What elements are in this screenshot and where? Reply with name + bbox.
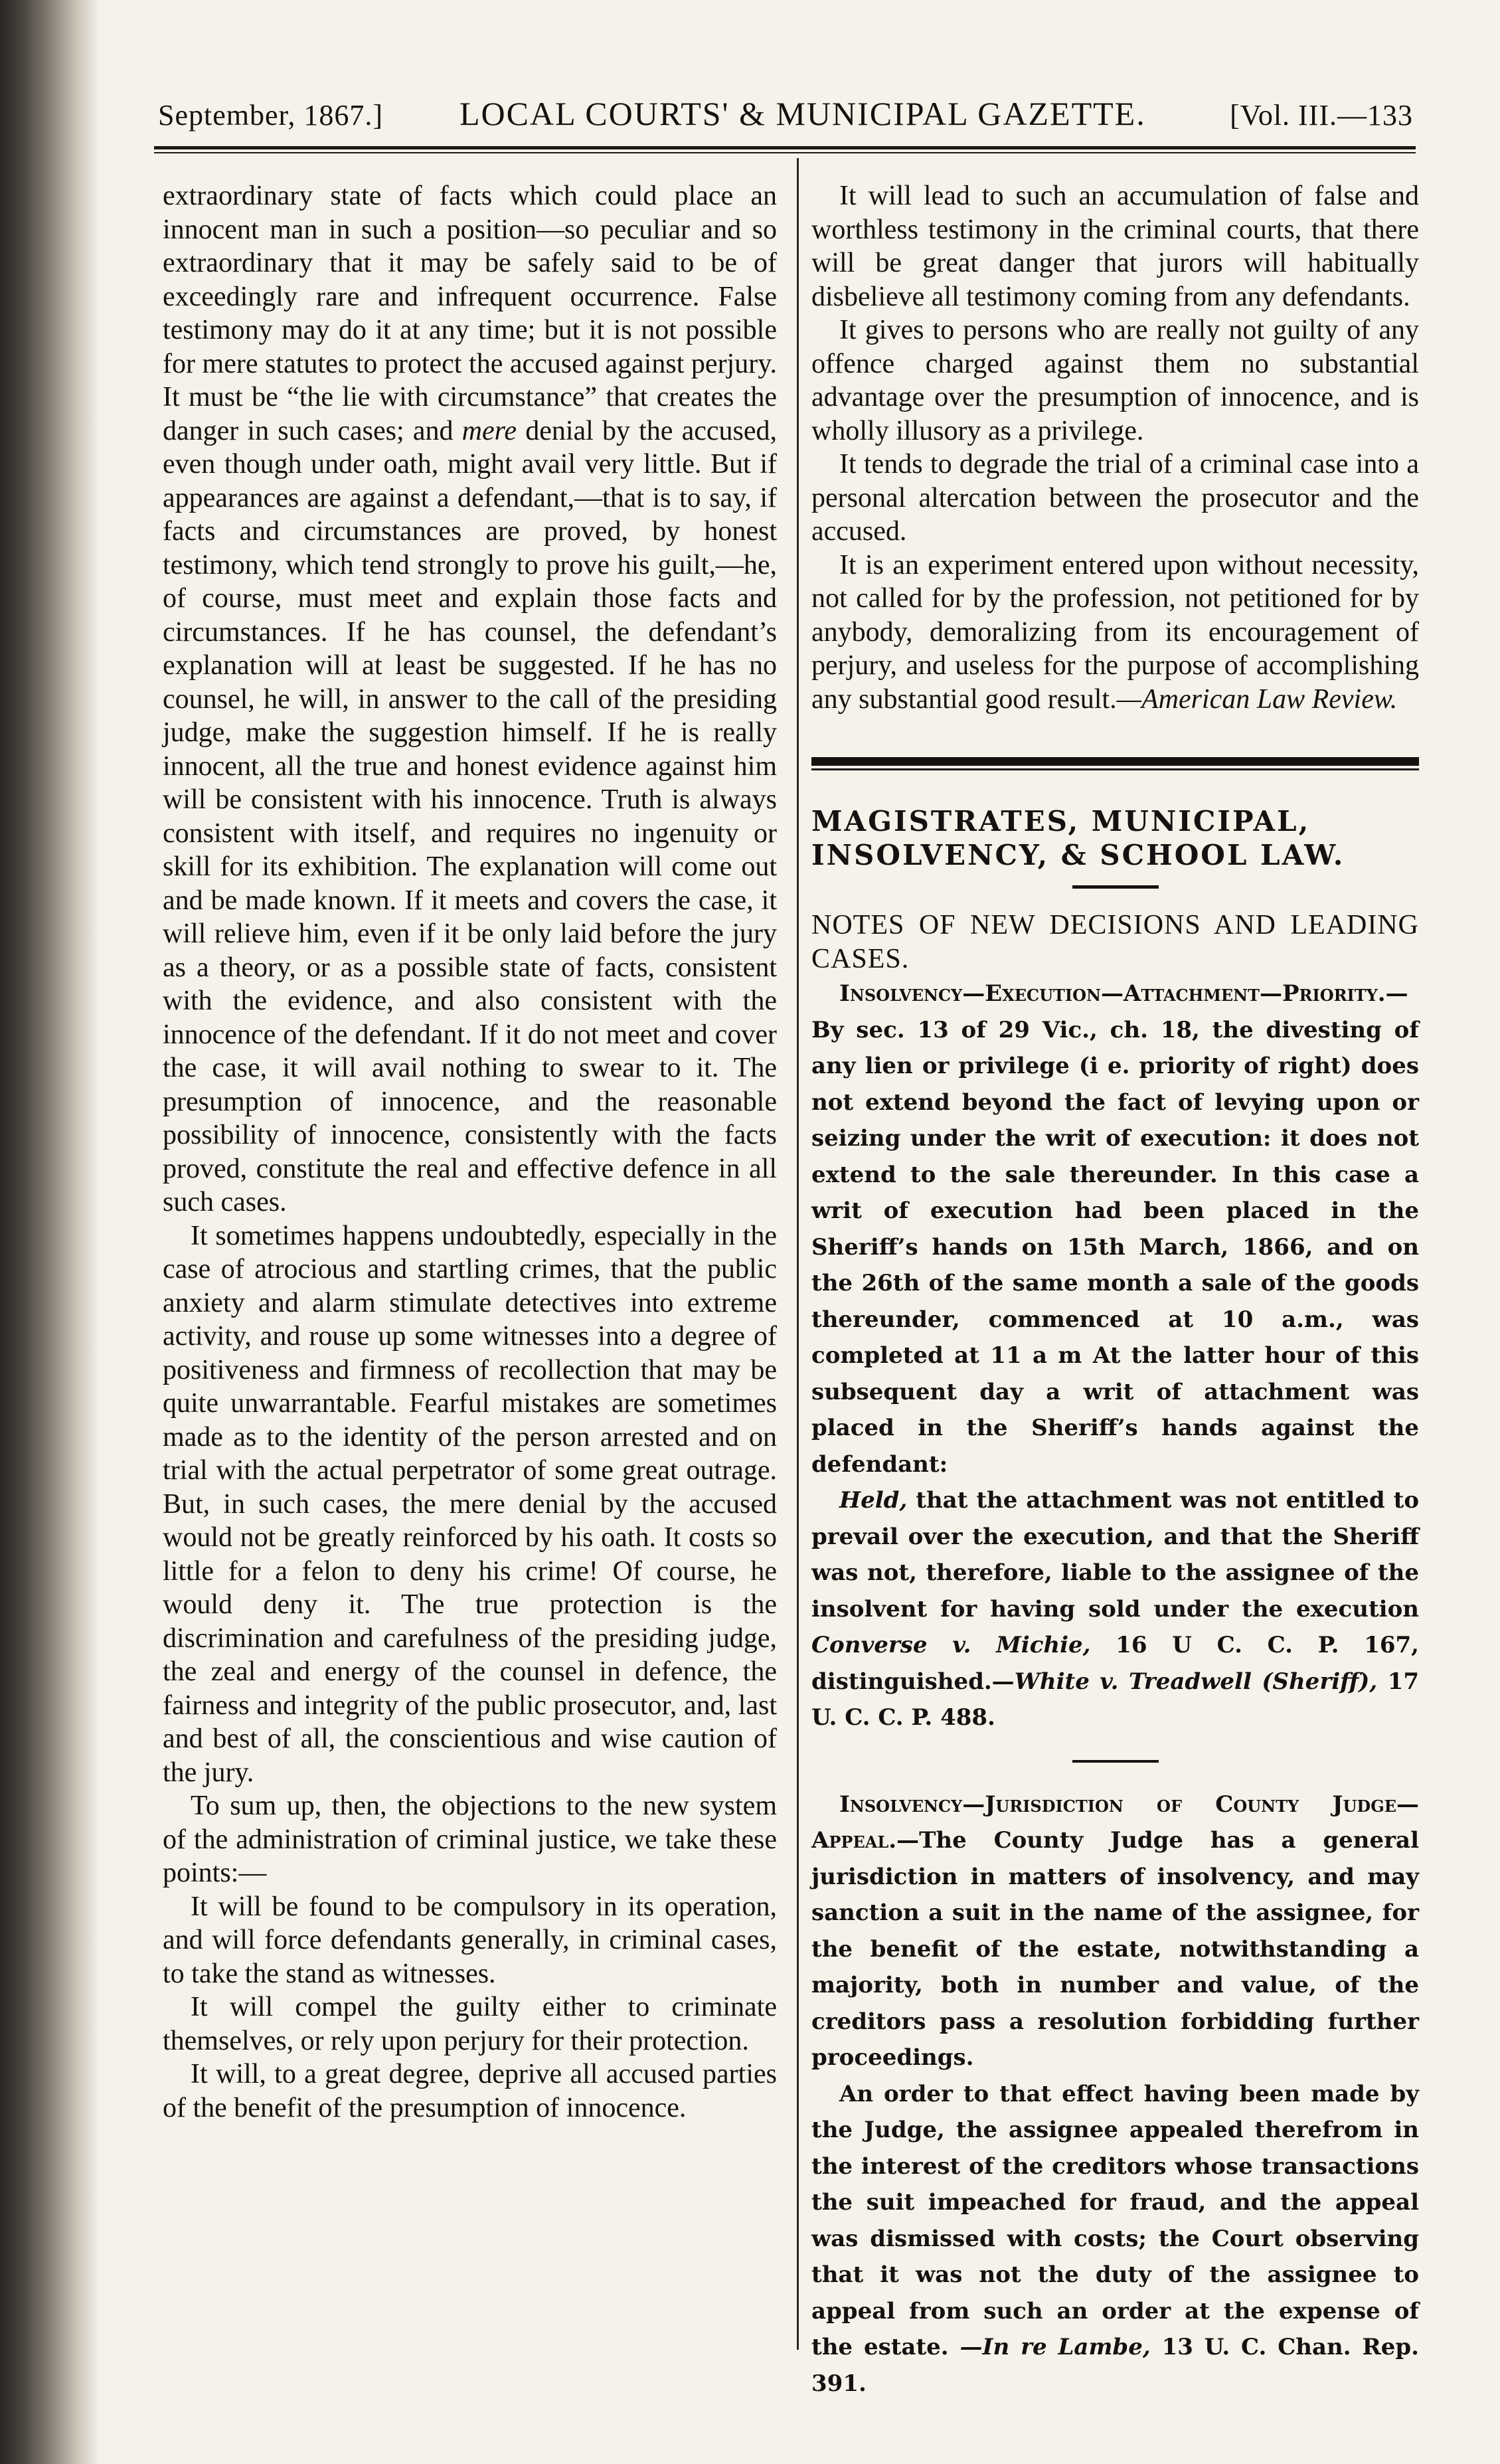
header-volume-page: [Vol. III.—133 [1230,99,1413,132]
case-1-summary: Insolvency—Execution—Attachment—Priority.—By sec. 13 of 29 Vic., ch. 18, the divesting of any lien or privilege (i e. priority of right) does not extend beyond the fact of levying upon or seizing under the writ of execution: it does not extend to the sale thereunder. In this case a writ of execution had been placed in the Sheriff’s hands on 15th March, 1866, and on the 26th of the same month a sale of the goods thereunder, commenced at 10 a.m., was completed at 11 a m At the latter hour of this subsequent day a writ of attachment was placed in the Sheriff’s hands against the defendant: [811,980,1419,1478]
left-paragraph-1: extraordinary state of facts which could place an innocent man in such a position—so peculiar and so extraordinary that it may be safely said to be of exceedingly rare and infrequent occurrence. False testimony may do it at any time; but it is not possible for mere statutes to protect the accused against perjury. It must be “the lie with circumstance” that creates the danger in such cases; and mere denial by the accused, even though under oath, might avail very little. But if appearances are against a defendant,—that is to say, if facts and circumstances are proved, by honest testimony, which tend strongly to prove his guilt,—he, of course, must meet and explain those facts and circumstances. If he has counsel, the defendant’s explanation will at least be suggested. If he has no counsel, he will, in answer to the call of the presiding judge, make the suggestion himself. If he is really innocent, all the true and honest evidence against him will be consistent with his innocence. Truth is always consistent with itself, and requires no ingenuity or skill for its exhibition. The explanation will come out and be made known. If it meets and covers the case, it will relieve him, even if it be only laid before the jury as a theory, or as a possible state of facts, consistent with the evidence, and also consistent with the innocence of the defendant. If it do not meet and cover the case, it will avail nothing to swear to it. The presumption of innocence, and the reasonable possibility of innocence, consistently with the facts proved, constitute the real and effective defence in all such cases. [163,181,777,1217]
source-american-law-review: —American Law Review. [1116,683,1398,715]
left-paragraph-3: To sum up, then, the objections to the new system of the administration of criminal justice, we take these points:— [163,1791,777,1888]
section-rule-thick [811,757,1419,766]
section-rule-thin [811,768,1419,770]
right-paragraph-2: It gives to persons who are really not guilty of any offence charged against them no substantial advantage over the presumption of innocence, and is wholly illusory as a privilege. [811,315,1419,446]
case-2-order: An order to that effect having been made by the Judge, the assignee appealed therefrom in the interest of the creditors whose transactions the suit impeached for fraud, and the appeal was dismissed with costs; the Court observing that it was not the duty of the assignee to appeal from such an order at the expense of the estate. —In re Lambe, 13 U. C. Chan. Rep. 391. [811,2080,1420,2397]
section-title-line-1: MAGISTRATES, MUNICIPAL, [811,805,1311,837]
case-1-heading: Insolvency—Execution—Attachment—Priority. [839,980,1386,1007]
case-1-held: Held, that the attachment was not entitled to prevail over the execution, and that the Sheriff was not, therefore, liable to the assignee of the insolvent for having sold under the execution Converse v. Michie, 16 U C. C. P. 167, distinguished.—White v. Treadwell (Sheriff), 17 U. C. C. P. 488. [811,1487,1419,1731]
header-rule-thin [154,152,1416,153]
left-paragraph-6: It will, to a great degree, deprive all accused parties of the benefit of the presumption of innocence. [163,2059,777,2123]
header-title: LOCAL COURTS' & MUNICIPAL GAZETTE. [459,95,1146,132]
case-2-summary: Insolvency—Jurisdiction of County Judge—Appeal.—The County Judge has a general jurisdiction in matters of insolvency, and may sanction a suit in the name of the assignee, for the benefit of the estate, notwithstanding a majority, both in number and value, of the creditors pass a resolution forbidding further proceedings. [811,1791,1419,2071]
header-date: September, 1867.] [158,99,384,132]
scan-binding-edge [0,0,100,2464]
notes-subheading: NOTES OF NEW DECISIONS AND LEADING CASES. [811,910,1419,974]
case-citation-converse: Converse v. Michie, [811,1632,1091,1658]
left-column [163,179,777,2125]
case-citation-lambe: —In re Lambe, [959,2334,1151,2360]
left-paragraph-4: It will be found to be compulsory in its operation, and will force defendants generally, in criminal cases, to take the stand as witnesses. [163,1891,777,1989]
right-paragraph-4: It is an experiment entered upon without necessity, not called for by the profession, not petitioned for by anybody, demoralizing from its encouragement of perjury, and useless for the purpose of accomplishing any substantial good result.—American Law Review. [811,549,1419,715]
case-separator [1072,1760,1159,1763]
case-citation-white: White v. Treadwell (Sheriff), [1014,1668,1378,1695]
right-column [811,179,1419,2402]
left-paragraph-2: It sometimes happens undoubtedly, especially in the case of atrocious and startling crimes, that the public anxiety and alarm stimulate detectives into extreme activity, and rouse up some witnesses into a degree of positiveness and firmness of recollection that may be quite unwarrantable. Fearful mistakes are sometimes made as to the identity of the person arrested and on trial with the actual perpetrator of some great outrage. But, in such cases, the mere denial by the accused would not be greatly reinforced by his oath. It costs so little for a felon to deny his crime! Of course, he would deny it. The true protection is the discrimination and carefulness of the presiding judge, the zeal and energy of the counsel in defence, the fairness and integrity of the public prosecutor, and, last and best of all, the conscientious and wise caution of the jury. [163,1220,777,1788]
case-2-heading: Insolvency—Jurisdiction of County Judge—Appeal. [811,1791,1419,1854]
column-divider [797,158,799,2350]
header-rule [154,146,1416,149]
section-title-rule [1072,885,1159,889]
right-paragraph-3: It tends to degrade the trial of a criminal case into a personal altercation between the prosecutor and the accused. [811,449,1419,547]
emphasis-mere: mere [461,415,517,446]
section-title-line-2: INSOLVENCY, & SCHOOL LAW. [811,838,1345,871]
right-paragraph-1: It will lead to such an accumulation of false and worthless testimony in the criminal courts, that there will be great danger that jurors will habitually disbelieve all testimony coming from any defendants. [811,181,1419,312]
running-header [154,85,1416,138]
left-paragraph-5: It will compel the guilty either to criminate themselves, or rely upon perjury for their protection. [163,1992,777,2056]
